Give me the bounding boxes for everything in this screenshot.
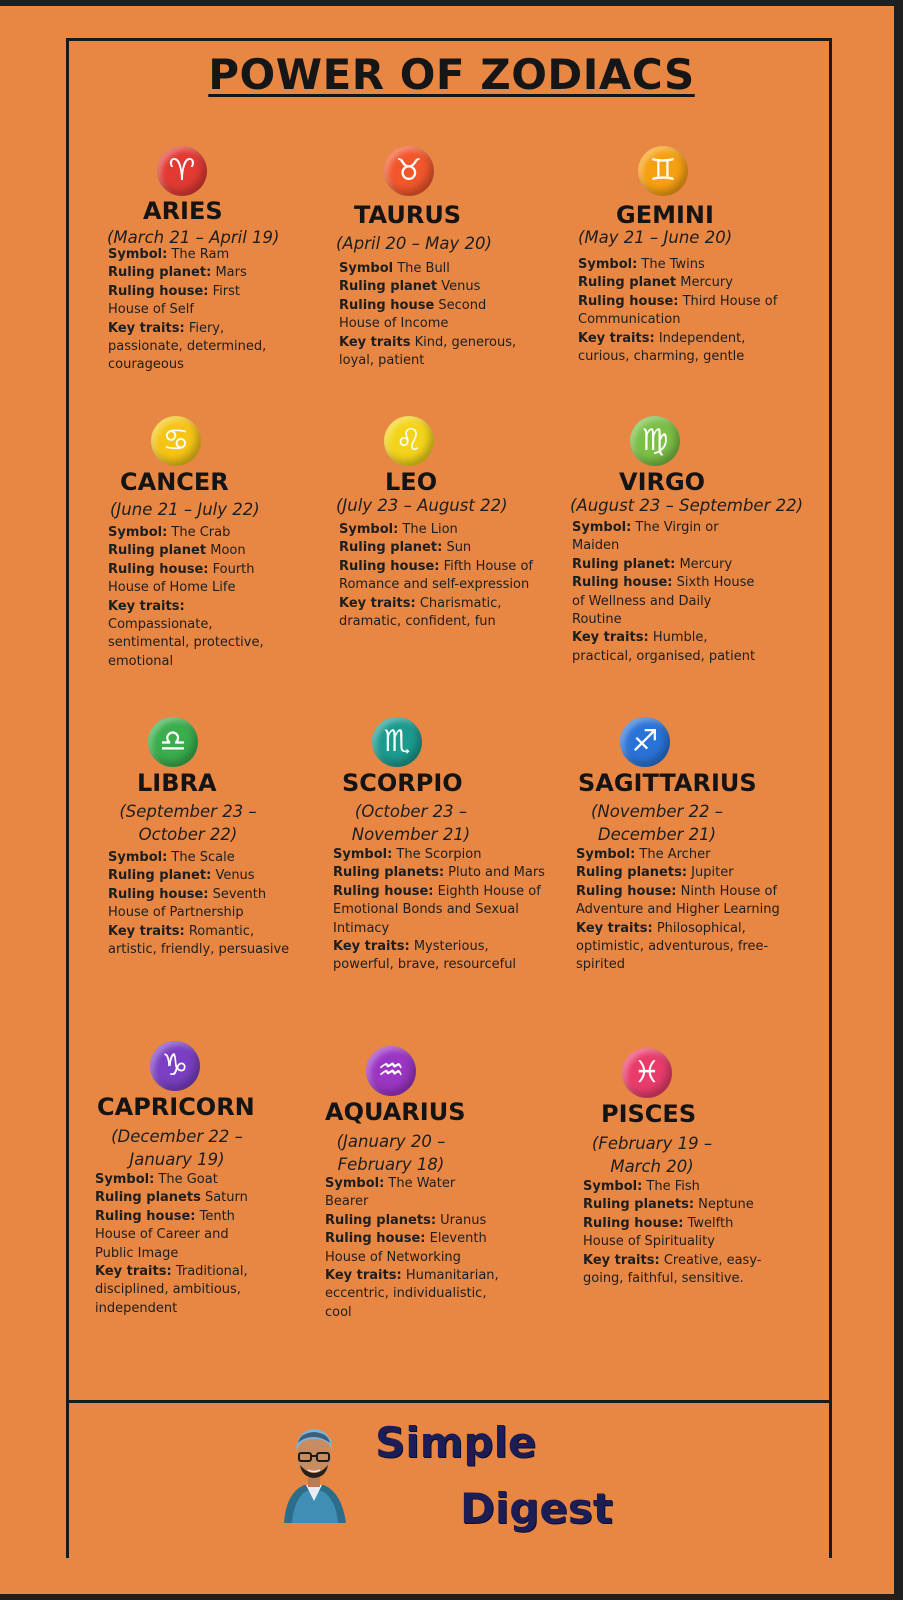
virgo-symbol-value: The Virgin or Maiden: [572, 520, 719, 554]
aries-house-value: First House of Self: [108, 283, 240, 318]
sagittarius-planet-value: Jupiter: [691, 865, 734, 881]
cancer-dates: (June 21 – July 22): [110, 500, 260, 519]
capricorn-symbol-value: The Goat: [158, 1172, 218, 1187]
leo-planet-value: Sun: [446, 540, 472, 556]
scorpio-symbol-value: The Scorpion: [396, 847, 482, 862]
virgo-symbol-icon: ♍: [630, 416, 680, 466]
pisces-name: PISCES: [601, 1100, 697, 1128]
scorpio-details: [333, 846, 553, 975]
taurus-symbol-icon: ♉: [384, 146, 434, 196]
pisces-dates: (February 19 – March 20): [591, 1134, 713, 1176]
taurus-planet-row: [339, 278, 529, 296]
aquarius-house-row: [325, 1230, 500, 1267]
aries-traits-label: Key traits:: [108, 320, 185, 336]
leo-symbol-icon: ♌: [384, 416, 434, 466]
aquarius-house-label: Ruling house:: [325, 1231, 426, 1247]
scorpio-house-row: [333, 883, 553, 938]
aries-details: [108, 246, 278, 375]
virgo-traits-label: Key traits:: [572, 630, 649, 646]
cancer-planet-label: Ruling planet: [108, 543, 207, 559]
gemini-symbol-label: Symbol:: [578, 257, 638, 272]
capricorn-symbol-label: Symbol:: [95, 1172, 155, 1187]
scorpio-house-value: Eighth House of Emotional Bonds and Sexual Intimacy: [333, 883, 541, 936]
pisces-planet-value: Neptune: [698, 1197, 754, 1213]
taurus-house-value: Second House of Income: [339, 297, 487, 332]
sagittarius-traits-row: [576, 920, 786, 975]
aquarius-planet-label: Ruling planets:: [325, 1212, 437, 1228]
taurus-traits-row: [339, 334, 529, 371]
gemini-house-row: [578, 293, 798, 330]
gemini-house-value: Third House of Communication: [578, 293, 778, 328]
aquarius-traits-row: [325, 1267, 500, 1322]
aries-symbol-icon: ♈: [157, 146, 207, 196]
pisces-symbol-value: The Fish: [646, 1179, 700, 1194]
libra-house-row: [108, 886, 298, 923]
page-title: POWER OF ZODIACS: [208, 50, 695, 99]
gemini-traits-value: Independent, curious, charming, gentle: [578, 330, 746, 365]
libra-symbol-icon: ♎: [148, 717, 198, 767]
aries-symbol-row: [108, 246, 278, 264]
virgo-symbol-row: [572, 519, 762, 556]
frame-border-right: [829, 38, 832, 1558]
cancer-planet-value: Moon: [210, 543, 246, 559]
aquarius-name: AQUARIUS: [325, 1098, 466, 1126]
taurus-symbol-label: Symbol: [339, 261, 394, 276]
frame-border-left: [66, 38, 69, 1558]
sagittarius-details: [576, 846, 786, 975]
cancer-symbol-label: Symbol:: [108, 525, 168, 540]
sagittarius-symbol-row: [576, 846, 786, 864]
aquarius-symbol-label: Symbol:: [325, 1176, 385, 1191]
cancer-symbol-value: The Crab: [171, 525, 231, 540]
leo-planet-row: [339, 539, 539, 557]
pisces-symbol-row: [583, 1178, 763, 1196]
avatar: [278, 1415, 350, 1525]
gemini-traits-row: [578, 330, 798, 367]
leo-house-label: Ruling house:: [339, 558, 440, 574]
libra-planet-value: Venus: [215, 868, 255, 884]
sagittarius-house-value: Ninth House of Adventure and Higher Learning: [576, 883, 780, 918]
cancer-house-value: Fourth House of Home Life: [108, 561, 255, 596]
scorpio-traits-value: Mysterious, powerful, brave, resourceful: [333, 939, 517, 973]
capricorn-planet-row: [95, 1189, 255, 1207]
pisces-house-value: Twelfth House of Spirituality: [583, 1215, 734, 1250]
aries-dates: (March 21 – April 19): [107, 228, 280, 247]
virgo-details: [572, 519, 762, 666]
capricorn-house-label: Ruling house:: [95, 1208, 196, 1224]
libra-details: [108, 849, 298, 959]
gemini-planet-row: [578, 274, 798, 292]
brand-name-line2: Digest: [460, 1484, 613, 1533]
capricorn-traits-label: Key traits:: [95, 1264, 172, 1280]
virgo-name: VIRGO: [619, 468, 706, 496]
pisces-symbol-icon: ♓: [622, 1048, 672, 1098]
pisces-planet-row: [583, 1196, 763, 1214]
gemini-planet-value: Mercury: [680, 275, 733, 291]
aries-planet-label: Ruling planet:: [108, 265, 212, 281]
aries-planet-value: Mars: [215, 265, 247, 281]
gemini-name: GEMINI: [616, 201, 714, 229]
aries-house-row: [108, 283, 278, 320]
scorpio-symbol-label: Symbol:: [333, 847, 393, 862]
aquarius-planet-row: [325, 1212, 500, 1230]
sagittarius-house-label: Ruling house:: [576, 883, 677, 899]
libra-traits-label: Key traits:: [108, 923, 185, 939]
taurus-house-row: [339, 297, 529, 334]
capricorn-name: CAPRICORN: [97, 1093, 255, 1121]
sagittarius-house-row: [576, 883, 786, 920]
taurus-symbol-value: The Bull: [397, 261, 450, 276]
gemini-symbol-row: [578, 256, 798, 274]
virgo-dates: (August 23 – September 22): [570, 496, 804, 515]
cancer-name: CANCER: [120, 468, 229, 496]
gemini-symbol-value: The Twins: [641, 257, 705, 272]
scorpio-symbol-row: [333, 846, 553, 864]
sagittarius-traits-label: Key traits:: [576, 920, 653, 936]
aries-name: ARIES: [143, 197, 223, 225]
libra-planet-row: [108, 867, 298, 885]
libra-symbol-label: Symbol:: [108, 850, 168, 865]
leo-symbol-value: The Lion: [402, 522, 458, 537]
sagittarius-symbol-value: The Archer: [639, 847, 711, 862]
aquarius-house-value: Eleventh House of Networking: [325, 1231, 487, 1265]
scorpio-dates: (October 23 – November 21): [351, 802, 471, 844]
capricorn-traits-value: Traditional, disciplined, ambitious, independent: [95, 1264, 248, 1316]
cancer-planet-row: [108, 542, 293, 560]
libra-symbol-row: [108, 849, 298, 867]
libra-name: LIBRA: [137, 769, 217, 797]
scorpio-planet-value: Pluto and Mars: [448, 865, 545, 881]
gemini-symbol-icon: ♊: [638, 146, 688, 196]
cancer-traits-label: Key traits:: [108, 598, 185, 614]
taurus-traits-value: Kind, generous, loyal, patient: [339, 334, 517, 369]
aries-symbol-label: Symbol:: [108, 247, 168, 262]
cancer-house-row: [108, 561, 293, 598]
leo-traits-label: Key traits:: [339, 595, 416, 611]
aquarius-traits-value: Humanitarian, eccentric, individualistic, cool: [325, 1268, 499, 1320]
sagittarius-symbol-label: Symbol:: [576, 847, 636, 862]
leo-house-row: [339, 558, 539, 595]
virgo-house-row: [572, 574, 762, 629]
aquarius-traits-label: Key traits:: [325, 1268, 402, 1284]
leo-name: LEO: [385, 468, 438, 496]
virgo-planet-row: [572, 556, 762, 574]
capricorn-dates: (December 22 – January 19): [111, 1127, 243, 1169]
taurus-name: TAURUS: [354, 201, 462, 229]
libra-dates: (September 23 – October 22): [119, 802, 257, 844]
cancer-symbol-row: [108, 524, 293, 542]
aquarius-symbol-icon: ♒: [366, 1046, 416, 1096]
capricorn-symbol-row: [95, 1171, 255, 1189]
capricorn-house-row: [95, 1208, 255, 1263]
leo-planet-label: Ruling planet:: [339, 540, 443, 556]
scorpio-traits-label: Key traits:: [333, 939, 410, 955]
aquarius-dates: (January 20 – February 18): [336, 1132, 446, 1174]
scorpio-planet-label: Ruling planets:: [333, 865, 445, 881]
capricorn-planet-label: Ruling planets: [95, 1190, 201, 1206]
gemini-dates: (May 21 – June 20): [578, 228, 733, 247]
gemini-house-label: Ruling house:: [578, 293, 679, 309]
libra-planet-label: Ruling planet:: [108, 868, 212, 884]
pisces-house-row: [583, 1215, 763, 1252]
virgo-house-value: Sixth House of Wellness and Daily Routine: [572, 575, 755, 628]
capricorn-house-value: Tenth House of Career and Public Image: [95, 1208, 235, 1261]
leo-traits-row: [339, 595, 539, 632]
cancer-traits-row: [108, 598, 293, 672]
scorpio-traits-row: [333, 938, 553, 975]
cancer-house-label: Ruling house:: [108, 561, 209, 577]
taurus-planet-label: Ruling planet: [339, 279, 438, 295]
virgo-house-label: Ruling house:: [572, 575, 673, 591]
aquarius-details: [325, 1175, 500, 1322]
pisces-symbol-label: Symbol:: [583, 1179, 643, 1194]
libra-traits-value: Romantic, artistic, friendly, persuasive: [108, 923, 290, 958]
frame-border-top: [66, 38, 832, 41]
pisces-traits-value: Creative, easy-going, faithful, sensitive.: [583, 1252, 762, 1287]
sagittarius-planet-label: Ruling planets:: [576, 865, 688, 881]
sagittarius-planet-row: [576, 864, 786, 882]
taurus-dates: (April 20 – May 20): [336, 234, 492, 253]
capricorn-details: [95, 1171, 255, 1318]
taurus-traits-label: Key traits: [339, 334, 411, 350]
leo-symbol-row: [339, 521, 539, 539]
sagittarius-traits-value: Philosophical, optimistic, adventurous, free-spirited: [576, 920, 769, 973]
aries-house-label: Ruling house:: [108, 283, 209, 299]
pisces-traits-row: [583, 1252, 763, 1289]
scorpio-name: SCORPIO: [342, 769, 463, 797]
footer-divider: [66, 1400, 832, 1403]
taurus-planet-value: Venus: [441, 279, 481, 295]
cancer-traits-value: Compassionate, sentimental, protective, emotional: [108, 617, 264, 669]
libra-traits-row: [108, 923, 298, 960]
taurus-details: [339, 260, 529, 370]
aries-traits-value: Fiery, passionate, determined, courageous: [108, 320, 267, 373]
pisces-traits-label: Key traits:: [583, 1252, 660, 1268]
libra-house-value: Seventh House of Partnership: [108, 886, 267, 921]
scorpio-planet-row: [333, 864, 553, 882]
libra-symbol-value: The Scale: [171, 850, 235, 865]
capricorn-planet-value: Saturn: [204, 1190, 248, 1206]
leo-traits-value: Charismatic, dramatic, confident, fun: [339, 595, 502, 630]
pisces-details: [583, 1178, 763, 1288]
cancer-symbol-icon: ♋: [151, 416, 201, 466]
pisces-house-label: Ruling house:: [583, 1215, 684, 1231]
scorpio-symbol-icon: ♏: [372, 717, 422, 767]
virgo-symbol-label: Symbol:: [572, 520, 632, 535]
sagittarius-dates: (November 22 – December 21): [590, 802, 723, 844]
sagittarius-name: SAGITTARIUS: [578, 769, 757, 797]
gemini-traits-label: Key traits:: [578, 330, 655, 346]
virgo-planet-label: Ruling planet:: [572, 556, 676, 572]
pisces-planet-label: Ruling planets:: [583, 1197, 695, 1213]
aries-traits-row: [108, 320, 278, 375]
leo-symbol-label: Symbol:: [339, 522, 399, 537]
taurus-symbol-row: [339, 260, 529, 278]
leo-details: [339, 521, 539, 631]
brand-name-line1: Simple: [375, 1418, 537, 1467]
aquarius-symbol-value: The Water Bearer: [325, 1176, 456, 1210]
taurus-house-label: Ruling house: [339, 297, 435, 313]
libra-house-label: Ruling house:: [108, 886, 209, 902]
capricorn-symbol-icon: ♑: [150, 1041, 200, 1091]
leo-dates: (July 23 – August 22): [336, 496, 508, 515]
aquarius-planet-value: Uranus: [440, 1212, 487, 1228]
aries-symbol-value: The Ram: [171, 247, 230, 262]
scorpio-house-label: Ruling house:: [333, 883, 434, 899]
capricorn-traits-row: [95, 1263, 255, 1318]
aquarius-symbol-row: [325, 1175, 500, 1212]
sagittarius-symbol-icon: ♐: [620, 717, 670, 767]
virgo-traits-row: [572, 629, 762, 666]
aries-planet-row: [108, 264, 278, 282]
gemini-planet-label: Ruling planet: [578, 275, 677, 291]
gemini-details: [578, 256, 798, 366]
leo-house-value: Fifth House of Romance and self-expression: [339, 558, 533, 593]
virgo-traits-value: Humble, practical, organised, patient: [572, 630, 756, 664]
virgo-planet-value: Mercury: [679, 556, 733, 572]
cancer-details: [108, 524, 293, 671]
